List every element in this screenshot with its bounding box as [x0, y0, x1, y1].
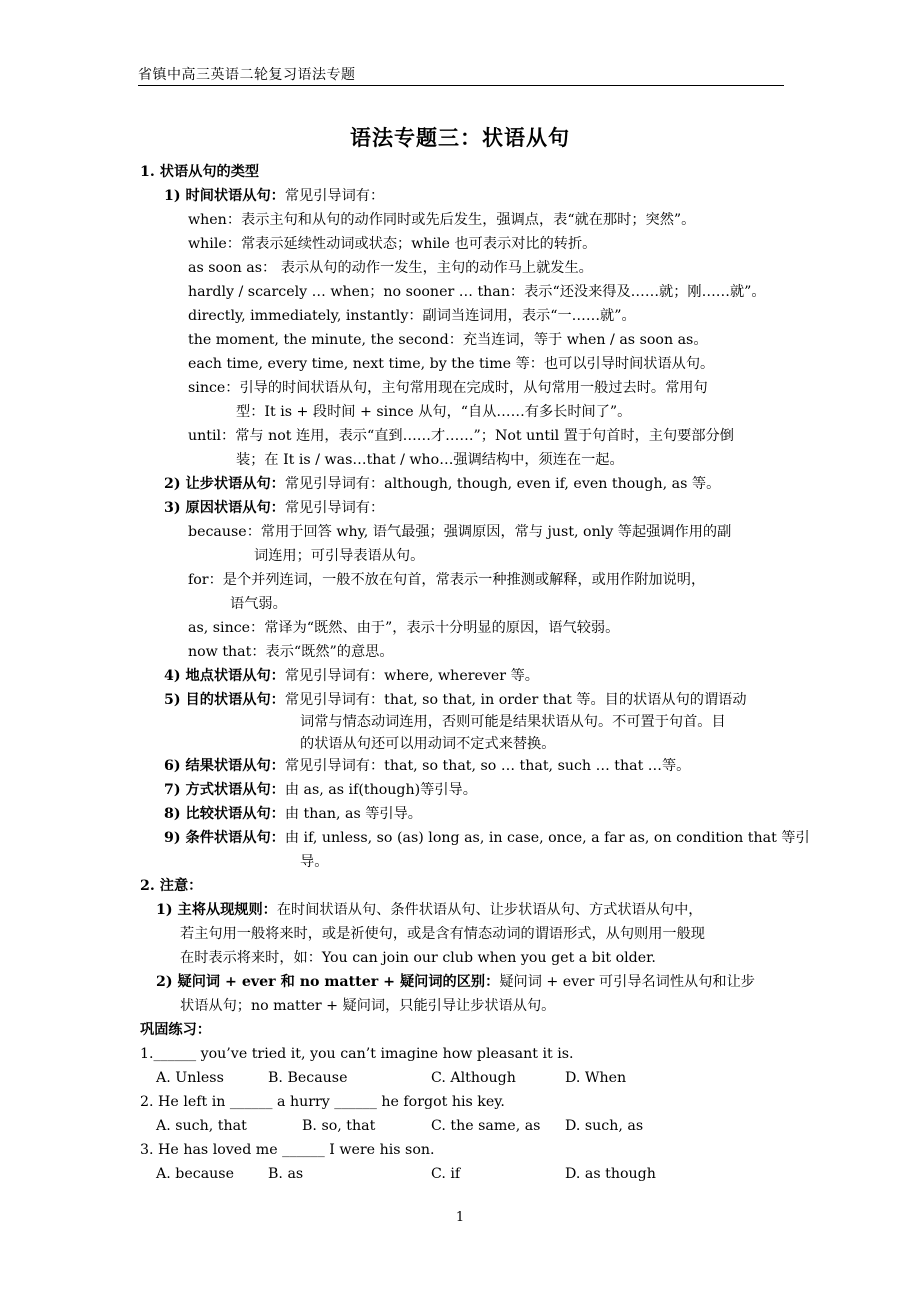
- text-line: for：是个并列连词，一般不放在句首，常表示一种推测或解释，或用作附加说明，: [188, 572, 706, 588]
- item-text: 常见引导词有：where, wherever 等。: [284, 668, 539, 684]
- option-c: C. Although: [431, 1070, 516, 1086]
- text-line: while：常表示延续性动词或状态；while 也可表示对比的转折。: [188, 236, 597, 252]
- note-tense-rule: [156, 900, 702, 920]
- item-text: 常见引导词有：: [284, 188, 385, 204]
- text-line: 型：It is + 段时间 + since 从句，“自从……有多长时间了”。: [236, 404, 632, 420]
- text-line: the moment, the minute, the second：充当连词，等于 when / as soon as。: [188, 332, 708, 348]
- option-a: A. such, that: [156, 1118, 247, 1134]
- text-line: as soon as： 表示从句的动作一发生，主句的动作马上就发生。: [188, 260, 593, 276]
- text-line: until：常与 not 连用，表示“直到……才……”；Not until 置于句首时，主句要部分倒: [188, 428, 734, 444]
- practice-heading: 巩固练习：: [140, 1022, 211, 1038]
- section-1-heading: 1. 状语从句的类型: [140, 164, 260, 180]
- question-3: 3. He has loved me ______ I were his son.: [140, 1142, 435, 1158]
- item-result-clause: [164, 756, 690, 776]
- item-condition-clause: [164, 828, 810, 848]
- item-place-clause: [164, 666, 539, 686]
- item-text: 常见引导词有：that, so that, so … that, such … that …等。: [284, 758, 691, 774]
- item-time-clause: [164, 186, 384, 206]
- text-line: each time, every time, next time, by the time 等：也可以引导时间状语从句。: [188, 356, 715, 372]
- option-d: D. When: [565, 1070, 627, 1086]
- item-label: 7) 方式状语从句：: [164, 782, 285, 798]
- note-label: 1) 主将从现规则：: [156, 902, 277, 918]
- item-label: 4) 地点状语从句：: [164, 668, 285, 684]
- text-line: 在时表示将来时，如：You can join our club when you get a bit older.: [180, 950, 656, 966]
- text-line: since：引导的时间状语从句，主句常用现在完成时，从句常用一般过去时。常用句: [188, 380, 708, 396]
- item-label: 1) 时间状语从句：: [164, 188, 285, 204]
- header-divider: [138, 85, 784, 86]
- item-concession-clause: [164, 474, 720, 494]
- page-number: 1: [455, 1210, 465, 1225]
- text-line: 的状语从句还可以用动词不定式来替换。: [300, 736, 556, 752]
- option-c: C. the same, as: [431, 1118, 541, 1134]
- text-line: as, since：常译为“既然、由于”，表示十分明显的原因，语气较弱。: [188, 620, 620, 636]
- text-line: now that：表示“既然”的意思。: [188, 644, 394, 660]
- item-manner-clause: [164, 780, 477, 800]
- text-line: 若主句用一般将来时，或是祈使句，或是含有情态动词的谓语形式，从句则用一般现: [180, 926, 705, 942]
- text-line: 装；在 It is / was…that / who…强调结构中，须连在一起。: [236, 452, 624, 468]
- item-label: 8) 比较状语从句：: [164, 806, 285, 822]
- question-2: 2. He left in ______ a hurry ______ he forgot his key.: [140, 1094, 505, 1110]
- text-line: because：常用于回答 why, 语气最强；强调原因，常与 just, only 等起强调作用的副: [188, 524, 732, 540]
- item-label: 9) 条件状语从句：: [164, 830, 285, 846]
- item-text: 常见引导词有：that, so that, in order that 等。目的状语从句的谓语动: [284, 692, 747, 708]
- question-1: 1.______ you’ve tried it, you can’t imagine how pleasant it is.: [140, 1046, 574, 1062]
- text-line: 词连用；可引导表语从句。: [254, 548, 425, 564]
- text-line: hardly / scarcely … when；no sooner … than：表示“还没来得及……就；刚……就”。: [188, 284, 766, 300]
- option-c: C. if: [431, 1166, 461, 1182]
- item-label: 6) 结果状语从句：: [164, 758, 285, 774]
- option-a: A. because: [156, 1166, 234, 1182]
- option-b: B. Because: [268, 1070, 348, 1086]
- option-b: B. as: [268, 1166, 304, 1182]
- item-text: 由 as, as if(though)等引导。: [284, 782, 477, 798]
- text-line: 语气弱。: [230, 596, 287, 612]
- option-b: B. so, that: [302, 1118, 376, 1134]
- item-text: 常见引导词有：although, though, even if, even though, as 等。: [284, 476, 721, 492]
- text-line: 状语从句；no matter + 疑问词，只能引导让步状语从句。: [180, 998, 556, 1014]
- item-text: 常见引导词有：: [284, 500, 385, 516]
- text-line: 导。: [300, 854, 329, 870]
- option-d: D. as though: [565, 1166, 656, 1182]
- note-label: 2) 疑问词 + ever 和 no matter + 疑问词的区别：: [156, 974, 500, 990]
- item-label: 2) 让步状语从句：: [164, 476, 285, 492]
- running-header: 省镇中高三英语二轮复习语法专题: [138, 67, 356, 83]
- section-2-heading: 2. 注意：: [140, 878, 203, 894]
- item-purpose-clause: [164, 690, 747, 710]
- option-d: D. such, as: [565, 1118, 644, 1134]
- page-title: 语法专题三：状语从句: [350, 125, 570, 150]
- item-comparison-clause: [164, 804, 422, 824]
- note-ever-vs-no-matter: [156, 972, 755, 992]
- item-text: 由 if, unless, so (as) long as, in case, once, a far as, on condition that 等引: [284, 830, 810, 846]
- item-label: 5) 目的状语从句：: [164, 692, 285, 708]
- text-line: 词常与情态动词连用，否则可能是结果状语从句。不可置于句首。目: [300, 714, 726, 730]
- text-line: directly, immediately, instantly：副词当连词用，表示“一……就”。: [188, 308, 636, 324]
- option-a: A. Unless: [156, 1070, 224, 1086]
- text-line: when：表示主句和从句的动作同时或先后发生，强调点，表“就在那时；突然”。: [188, 212, 696, 228]
- item-label: 3) 原因状语从句：: [164, 500, 285, 516]
- item-text: 由 than, as 等引导。: [284, 806, 422, 822]
- note-text: 在时间状语从句、条件状语从句、让步状语从句、方式状语从句中，: [276, 902, 703, 918]
- item-reason-clause: [164, 498, 384, 518]
- note-text: 疑问词 + ever 可引导名词性从句和让步: [499, 974, 755, 990]
